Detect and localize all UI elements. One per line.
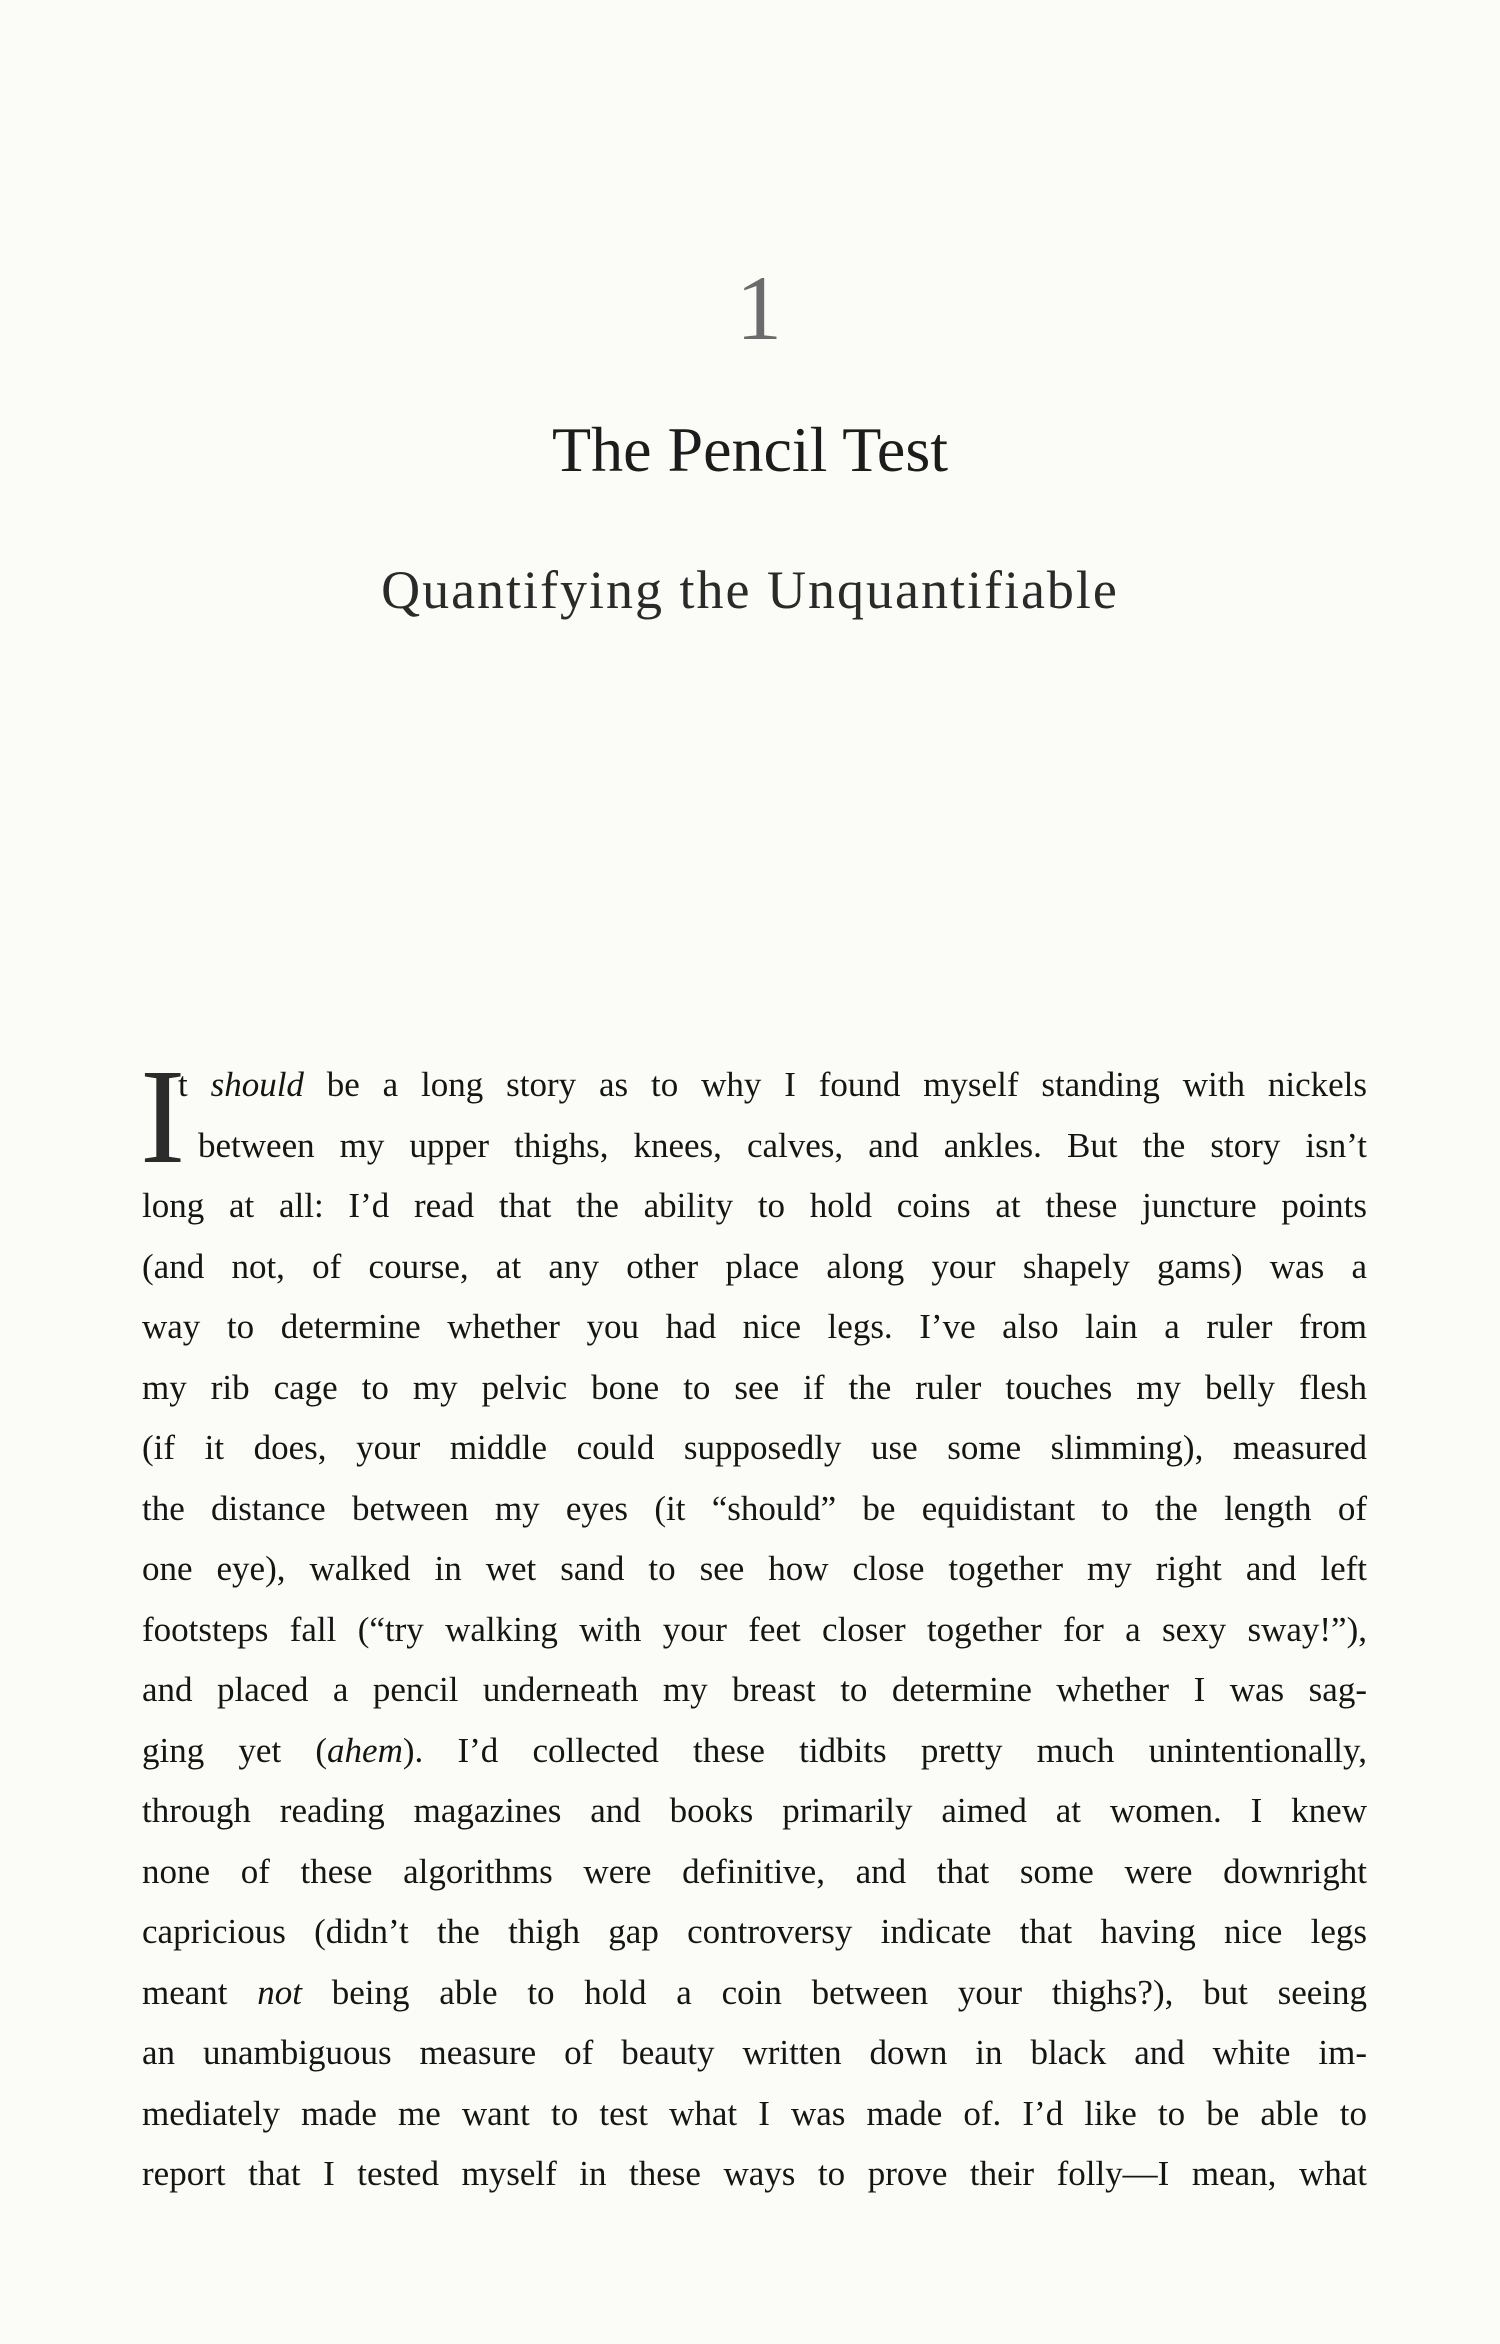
chapter-title: The Pencil Test (551, 414, 949, 485)
italic-text: ahem (327, 1730, 403, 1770)
text-line: the distance between my eyes (it “should” be equidistant to the length of (142, 1488, 1367, 1528)
text-line: way to determine whether you had nice legs. I’ve also lain a ruler from (142, 1307, 1367, 1346)
text-line: mediately made me want to test what I was made of. I’d like to be able to (142, 2093, 1367, 2133)
text-line: none of these algorithms were definitive, and that some were downright (142, 1851, 1367, 1891)
text-line: report that I tested myself in these ways to prove their folly—I mean, what (142, 2154, 1367, 2193)
text-line: footsteps fall (“try walking with your feet closer together for a sexy sway!”), (142, 1609, 1367, 1649)
chapter-subtitle: Quantifying the Unquantifiable (381, 560, 1119, 620)
text-line: between my upper thighs, knees, calves, and ankles. But the story isn’t (198, 1125, 1367, 1165)
drop-cap: I (140, 1042, 186, 1192)
text-line: one eye), walked in wet sand to see how close together my right and left (142, 1549, 1367, 1588)
text-line: an unambiguous measure of beauty written down in black and white im- (142, 2033, 1367, 2072)
text-line: ging yet (ahem). I’d collected these tidbits pretty much unintentionally, (142, 1730, 1368, 1770)
italic-text: not (257, 1972, 303, 2012)
text-line: my rib cage to my pelvic bone to see if the ruler touches my belly flesh (142, 1367, 1367, 1407)
chapter-number: 1 (736, 257, 782, 359)
body-paragraph (140, 1042, 1368, 2205)
paragraph-lines (140, 1042, 1368, 2205)
text-line: t should be a long story as to why I found myself standing with nickels (178, 1065, 1367, 1104)
text-line: and placed a pencil underneath my breast to determine whether I was sag- (142, 1670, 1367, 1709)
text-line: meant not being able to hold a coin between your thighs?), but seeing (142, 1972, 1367, 2012)
text-line: (if it does, your middle could supposedly use some slimming), measured (142, 1428, 1367, 1467)
text-line: (and not, of course, at any other place along your shapely gams) was a (142, 1246, 1367, 1286)
italic-text: should (210, 1065, 304, 1104)
text-line: capricious (didn’t the thigh gap controversy indicate that having nice legs (142, 1912, 1367, 1951)
text-line: long at all: I’d read that the ability to hold coins at these juncture points (142, 1186, 1367, 1225)
text-line: through reading magazines and books primarily aimed at women. I knew (142, 1791, 1367, 1830)
